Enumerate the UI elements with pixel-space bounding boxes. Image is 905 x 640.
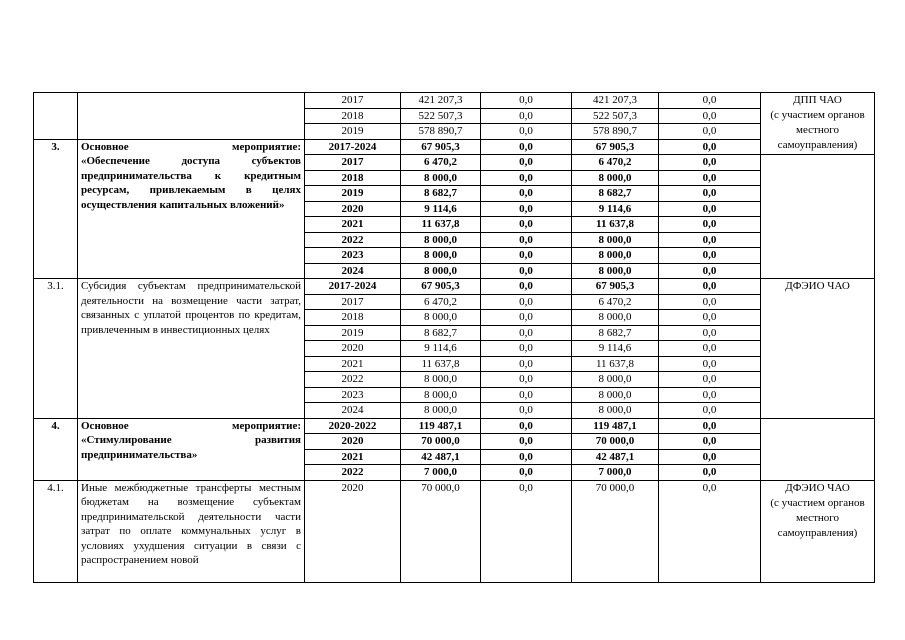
program-table [33,92,875,583]
year-cell: 2021 [305,356,401,372]
local-budget-cell: 0,0 [659,449,761,465]
federal-budget-cell: 0,0 [481,217,572,233]
responsible-cell [761,480,875,582]
year-cell: 2017 [305,155,401,171]
activity-title [78,139,305,279]
total-cell: 6 470,2 [401,294,481,310]
local-budget-cell: 0,0 [659,263,761,279]
federal-budget-cell: 0,0 [481,279,572,295]
regional-budget-cell: 8 682,7 [572,325,659,341]
total-cell: 578 890,7 [401,124,481,140]
regional-budget-cell: 67 905,3 [572,279,659,295]
regional-budget-cell: 8 000,0 [572,170,659,186]
total-cell: 42 487,1 [401,449,481,465]
regional-budget-cell: 70 000,0 [572,480,659,582]
activity-heading: Основное мероприятие: [81,419,301,432]
activity-title [78,93,305,140]
year-cell: 2024 [305,403,401,419]
regional-budget-cell: 42 487,1 [572,449,659,465]
local-budget-cell: 0,0 [659,186,761,202]
total-cell: 8 682,7 [401,186,481,202]
local-budget-cell: 0,0 [659,232,761,248]
year-cell: 2018 [305,170,401,186]
federal-budget-cell: 0,0 [481,232,572,248]
year-cell: 2017 [305,294,401,310]
federal-budget-cell: 0,0 [481,341,572,357]
year-cell: 2017-2024 [305,139,401,155]
responsible-text: ДФЭИО ЧАО [785,280,850,292]
local-budget-cell: 0,0 [659,356,761,372]
number-cell: 3. [34,139,78,279]
local-budget-cell: 0,0 [659,465,761,481]
federal-budget-cell: 0,0 [481,248,572,264]
federal-budget-cell: 0,0 [481,418,572,434]
local-budget-cell: 0,0 [659,279,761,295]
federal-budget-cell: 0,0 [481,170,572,186]
table-row [34,139,875,155]
activity-heading: Основное мероприятие: [81,140,301,153]
regional-budget-cell: 6 470,2 [572,294,659,310]
federal-budget-cell: 0,0 [481,387,572,403]
year-cell: 2021 [305,449,401,465]
year-cell: 2017 [305,93,401,109]
federal-budget-cell: 0,0 [481,201,572,217]
year-cell: 2020 [305,434,401,450]
federal-budget-cell: 0,0 [481,403,572,419]
regional-budget-cell: 67 905,3 [572,139,659,155]
federal-budget-cell: 0,0 [481,434,572,450]
federal-budget-cell: 0,0 [481,155,572,171]
number-cell: 3.1. [34,279,78,419]
regional-budget-cell: 11 637,8 [572,356,659,372]
federal-budget-cell: 0,0 [481,124,572,140]
federal-budget-cell: 0,0 [481,356,572,372]
regional-budget-cell: 7 000,0 [572,465,659,481]
year-cell: 2020-2022 [305,418,401,434]
federal-budget-cell: 0,0 [481,449,572,465]
activity-name: «Обеспечение доступа субъектов предпринимательства к кредитным ресурсам, привлекаемым в целях осуществления капитальных вложений» [81,155,301,211]
regional-budget-cell: 119 487,1 [572,418,659,434]
number-cell: 4.1. [34,480,78,582]
regional-budget-cell: 6 470,2 [572,155,659,171]
federal-budget-cell: 0,0 [481,139,572,155]
local-budget-cell: 0,0 [659,170,761,186]
federal-budget-cell: 0,0 [481,294,572,310]
local-budget-cell: 0,0 [659,294,761,310]
regional-budget-cell: 8 000,0 [572,232,659,248]
total-cell: 67 905,3 [401,139,481,155]
regional-budget-cell: 421 207,3 [572,93,659,109]
total-cell: 8 000,0 [401,403,481,419]
year-cell: 2022 [305,465,401,481]
total-cell: 6 470,2 [401,155,481,171]
year-cell: 2018 [305,310,401,326]
activity-name: Иные межбюджетные трансферты местным бюджетам на возмещение субъектам предпринимательской деятельности части затрат по оплате коммунальных услуг в условиях ухудшения ситуации в связи с распространением новой [81,481,301,566]
local-budget-cell: 0,0 [659,480,761,582]
year-cell: 2020 [305,201,401,217]
table-row [34,93,875,109]
local-budget-cell: 0,0 [659,310,761,326]
year-cell: 2023 [305,248,401,264]
year-cell: 2019 [305,124,401,140]
table-row [34,480,875,582]
total-cell: 8 000,0 [401,232,481,248]
local-budget-cell: 0,0 [659,124,761,140]
responsible-text: ДПП ЧАО (с участием органов местного самоуправления) [770,94,865,151]
federal-budget-cell: 0,0 [481,108,572,124]
total-cell: 70 000,0 [401,480,481,582]
regional-budget-cell: 8 000,0 [572,372,659,388]
regional-budget-cell: 8 000,0 [572,403,659,419]
regional-budget-cell: 8 682,7 [572,186,659,202]
year-cell: 2017-2024 [305,279,401,295]
total-cell: 8 000,0 [401,248,481,264]
total-cell: 421 207,3 [401,93,481,109]
year-cell: 2020 [305,341,401,357]
total-cell: 9 114,6 [401,201,481,217]
activity-name: Субсидия субъектам предпринимательской деятельности на возмещение части затрат, связанных с уплатой процентов по кредитам, привлеченным в инвестиционных целях [81,280,301,336]
total-cell: 8 000,0 [401,310,481,326]
total-cell: 8 000,0 [401,170,481,186]
year-cell: 2023 [305,387,401,403]
table-row [34,279,875,295]
local-budget-cell: 0,0 [659,372,761,388]
local-budget-cell: 0,0 [659,325,761,341]
local-budget-cell: 0,0 [659,341,761,357]
total-cell: 8 682,7 [401,325,481,341]
local-budget-cell: 0,0 [659,108,761,124]
local-budget-cell: 0,0 [659,248,761,264]
local-budget-cell: 0,0 [659,201,761,217]
local-budget-cell: 0,0 [659,403,761,419]
year-cell: 2020 [305,480,401,582]
regional-budget-cell: 9 114,6 [572,201,659,217]
number-cell [34,93,78,140]
regional-budget-cell: 8 000,0 [572,263,659,279]
year-cell: 2019 [305,186,401,202]
responsible-cell [761,155,875,279]
year-cell: 2021 [305,217,401,233]
federal-budget-cell: 0,0 [481,263,572,279]
local-budget-cell: 0,0 [659,217,761,233]
federal-budget-cell: 0,0 [481,465,572,481]
local-budget-cell: 0,0 [659,387,761,403]
regional-budget-cell: 522 507,3 [572,108,659,124]
total-cell: 8 000,0 [401,263,481,279]
total-cell: 7 000,0 [401,465,481,481]
activity-title [78,480,305,582]
table-body [34,93,875,583]
year-cell: 2018 [305,108,401,124]
regional-budget-cell: 9 114,6 [572,341,659,357]
activity-name: «Стимулирование развития предпринимательства» [81,434,301,461]
federal-budget-cell: 0,0 [481,325,572,341]
total-cell: 67 905,3 [401,279,481,295]
table-row [34,418,875,434]
total-cell: 8 000,0 [401,372,481,388]
responsible-cell [761,279,875,419]
local-budget-cell: 0,0 [659,93,761,109]
regional-budget-cell: 578 890,7 [572,124,659,140]
total-cell: 11 637,8 [401,356,481,372]
responsible-cell [761,418,875,480]
total-cell: 70 000,0 [401,434,481,450]
year-cell: 2024 [305,263,401,279]
federal-budget-cell: 0,0 [481,480,572,582]
year-cell: 2022 [305,232,401,248]
federal-budget-cell: 0,0 [481,372,572,388]
regional-budget-cell: 11 637,8 [572,217,659,233]
total-cell: 11 637,8 [401,217,481,233]
responsible-cell [761,93,875,155]
total-cell: 119 487,1 [401,418,481,434]
regional-budget-cell: 8 000,0 [572,248,659,264]
regional-budget-cell: 8 000,0 [572,387,659,403]
total-cell: 9 114,6 [401,341,481,357]
total-cell: 8 000,0 [401,387,481,403]
local-budget-cell: 0,0 [659,139,761,155]
regional-budget-cell: 8 000,0 [572,310,659,326]
year-cell: 2019 [305,325,401,341]
activity-title [78,418,305,480]
federal-budget-cell: 0,0 [481,93,572,109]
number-cell: 4. [34,418,78,480]
regional-budget-cell: 70 000,0 [572,434,659,450]
federal-budget-cell: 0,0 [481,186,572,202]
year-cell: 2022 [305,372,401,388]
federal-budget-cell: 0,0 [481,310,572,326]
activity-title [78,279,305,419]
total-cell: 522 507,3 [401,108,481,124]
local-budget-cell: 0,0 [659,155,761,171]
local-budget-cell: 0,0 [659,434,761,450]
local-budget-cell: 0,0 [659,418,761,434]
responsible-text: ДФЭИО ЧАО (с участием органов местного самоуправления) [770,481,865,539]
